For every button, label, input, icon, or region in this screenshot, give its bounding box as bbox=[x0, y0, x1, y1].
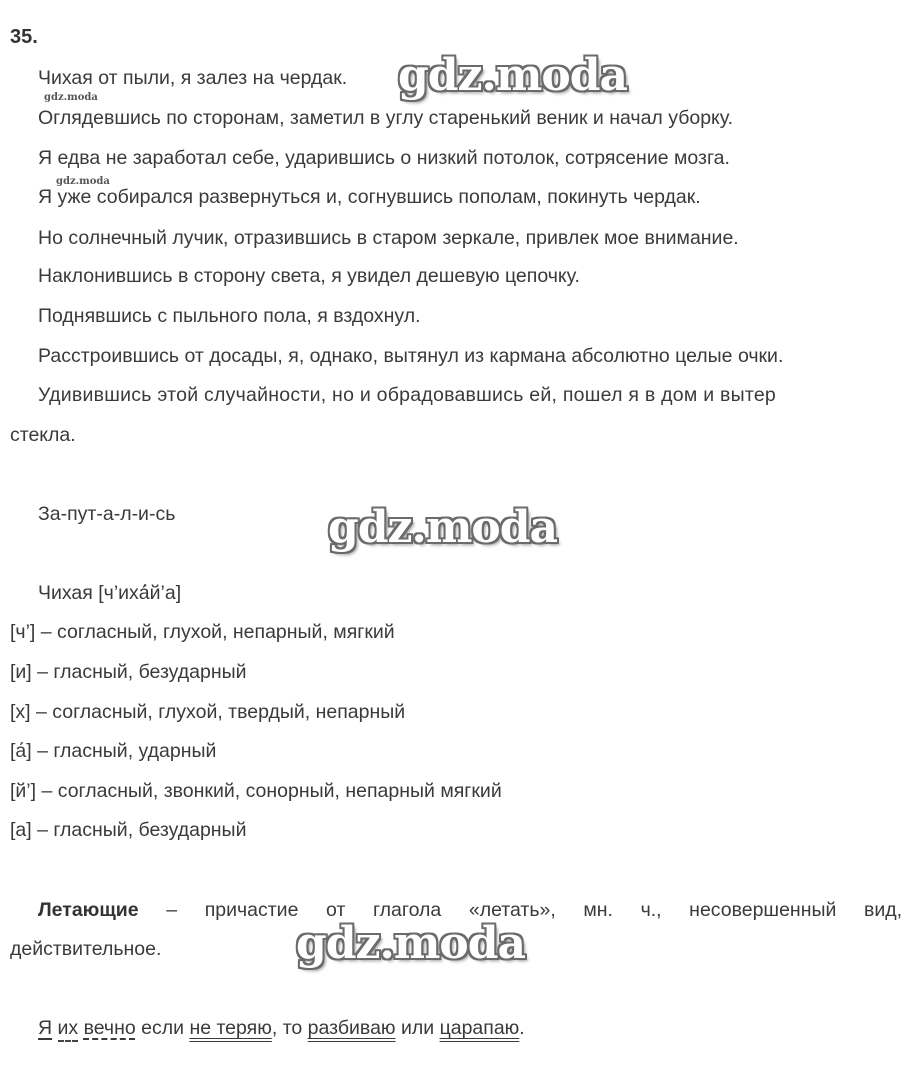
text-line: Чихая от пыли, я залез на чердак. bbox=[38, 67, 348, 89]
morph-token: глагола bbox=[373, 899, 442, 921]
particle-word: то bbox=[282, 1017, 303, 1039]
text-line: Расстроившись от досады, я, однако, вытянул из кармана абсолютно целые очки. bbox=[38, 345, 784, 367]
watermark-small: gdz.moda bbox=[56, 176, 110, 187]
watermark-logo: gdz.moda bbox=[398, 50, 628, 101]
predicate-word: разбиваю bbox=[307, 1017, 396, 1039]
text-line: Но солнечный лучик, отразившись в старом зеркале, привлек мое внимание. bbox=[38, 227, 739, 249]
text-line: Наклонившись в сторону света, я увидел дешевую цепочку. bbox=[38, 265, 580, 287]
phonetic-row: [ч’] – согласный, глухой, непарный, мягкий bbox=[10, 621, 395, 643]
syllable-split: За-пут-а-л-и-сь bbox=[38, 503, 176, 525]
period: . bbox=[519, 1017, 525, 1039]
phonetic-row: [и] – гласный, безударный bbox=[10, 661, 247, 683]
morph-token: от bbox=[326, 899, 346, 921]
conjunction-word: если bbox=[141, 1017, 185, 1039]
morph-word: Летающие bbox=[38, 899, 139, 921]
text-line: Я едва не заработал себе, ударившись о низкий потолок, сотрясение мозга. bbox=[38, 147, 730, 169]
text-line: Оглядевшись по сторонам, заметил в углу старенький веник и начал уборку. bbox=[38, 107, 734, 129]
morph-token: ч., bbox=[640, 899, 662, 921]
exercise-number: 35. bbox=[10, 26, 38, 48]
comma: , bbox=[271, 1017, 278, 1039]
text-line: стекла. bbox=[10, 424, 76, 446]
text-line: Удивившись этой случайности, но и обрадовавшись ей, пошел я в дом и вытер bbox=[38, 384, 777, 406]
phonetic-row: [а́] – гласный, ударный bbox=[10, 740, 217, 762]
text-line: Поднявшись с пыльного пола, я вздохнул. bbox=[38, 305, 421, 327]
watermark-logo: gdz.moda bbox=[296, 918, 526, 969]
phonetic-row: [а] – гласный, безударный bbox=[10, 819, 247, 841]
phonetic-row: [й’] – согласный, звонкий, сонорный, непарный мягкий bbox=[10, 780, 502, 802]
watermark-small: gdz.moda bbox=[44, 92, 98, 103]
morph-token: причастие bbox=[204, 899, 299, 921]
phonetic-row: [х] – согласный, глухой, твердый, непарный bbox=[10, 701, 406, 723]
subject-word: Я bbox=[38, 1017, 53, 1039]
watermark-logo: gdz.moda bbox=[328, 502, 558, 553]
object-word: их bbox=[58, 1017, 79, 1042]
phonetic-header: Чихая [ч’ихá́й’а] bbox=[38, 582, 182, 604]
parsed-sentence bbox=[38, 1016, 525, 1040]
predicate-word: не теряю bbox=[189, 1017, 272, 1039]
morph-token: «летать», bbox=[468, 899, 556, 921]
conjunction-word: или bbox=[400, 1017, 435, 1039]
morph-token: мн. bbox=[583, 899, 613, 921]
text-line: Я уже собирался развернуться и, согнувшись пополам, покинуть чердак. bbox=[38, 186, 701, 208]
morph-token: несовершенный bbox=[689, 899, 837, 921]
adverbial-word: вечно bbox=[83, 1017, 136, 1039]
predicate-word: царапаю bbox=[439, 1017, 520, 1039]
morph-token: вид, bbox=[863, 899, 903, 921]
morph-line-2: действительное. bbox=[10, 938, 162, 960]
morph-token: – bbox=[166, 899, 178, 921]
